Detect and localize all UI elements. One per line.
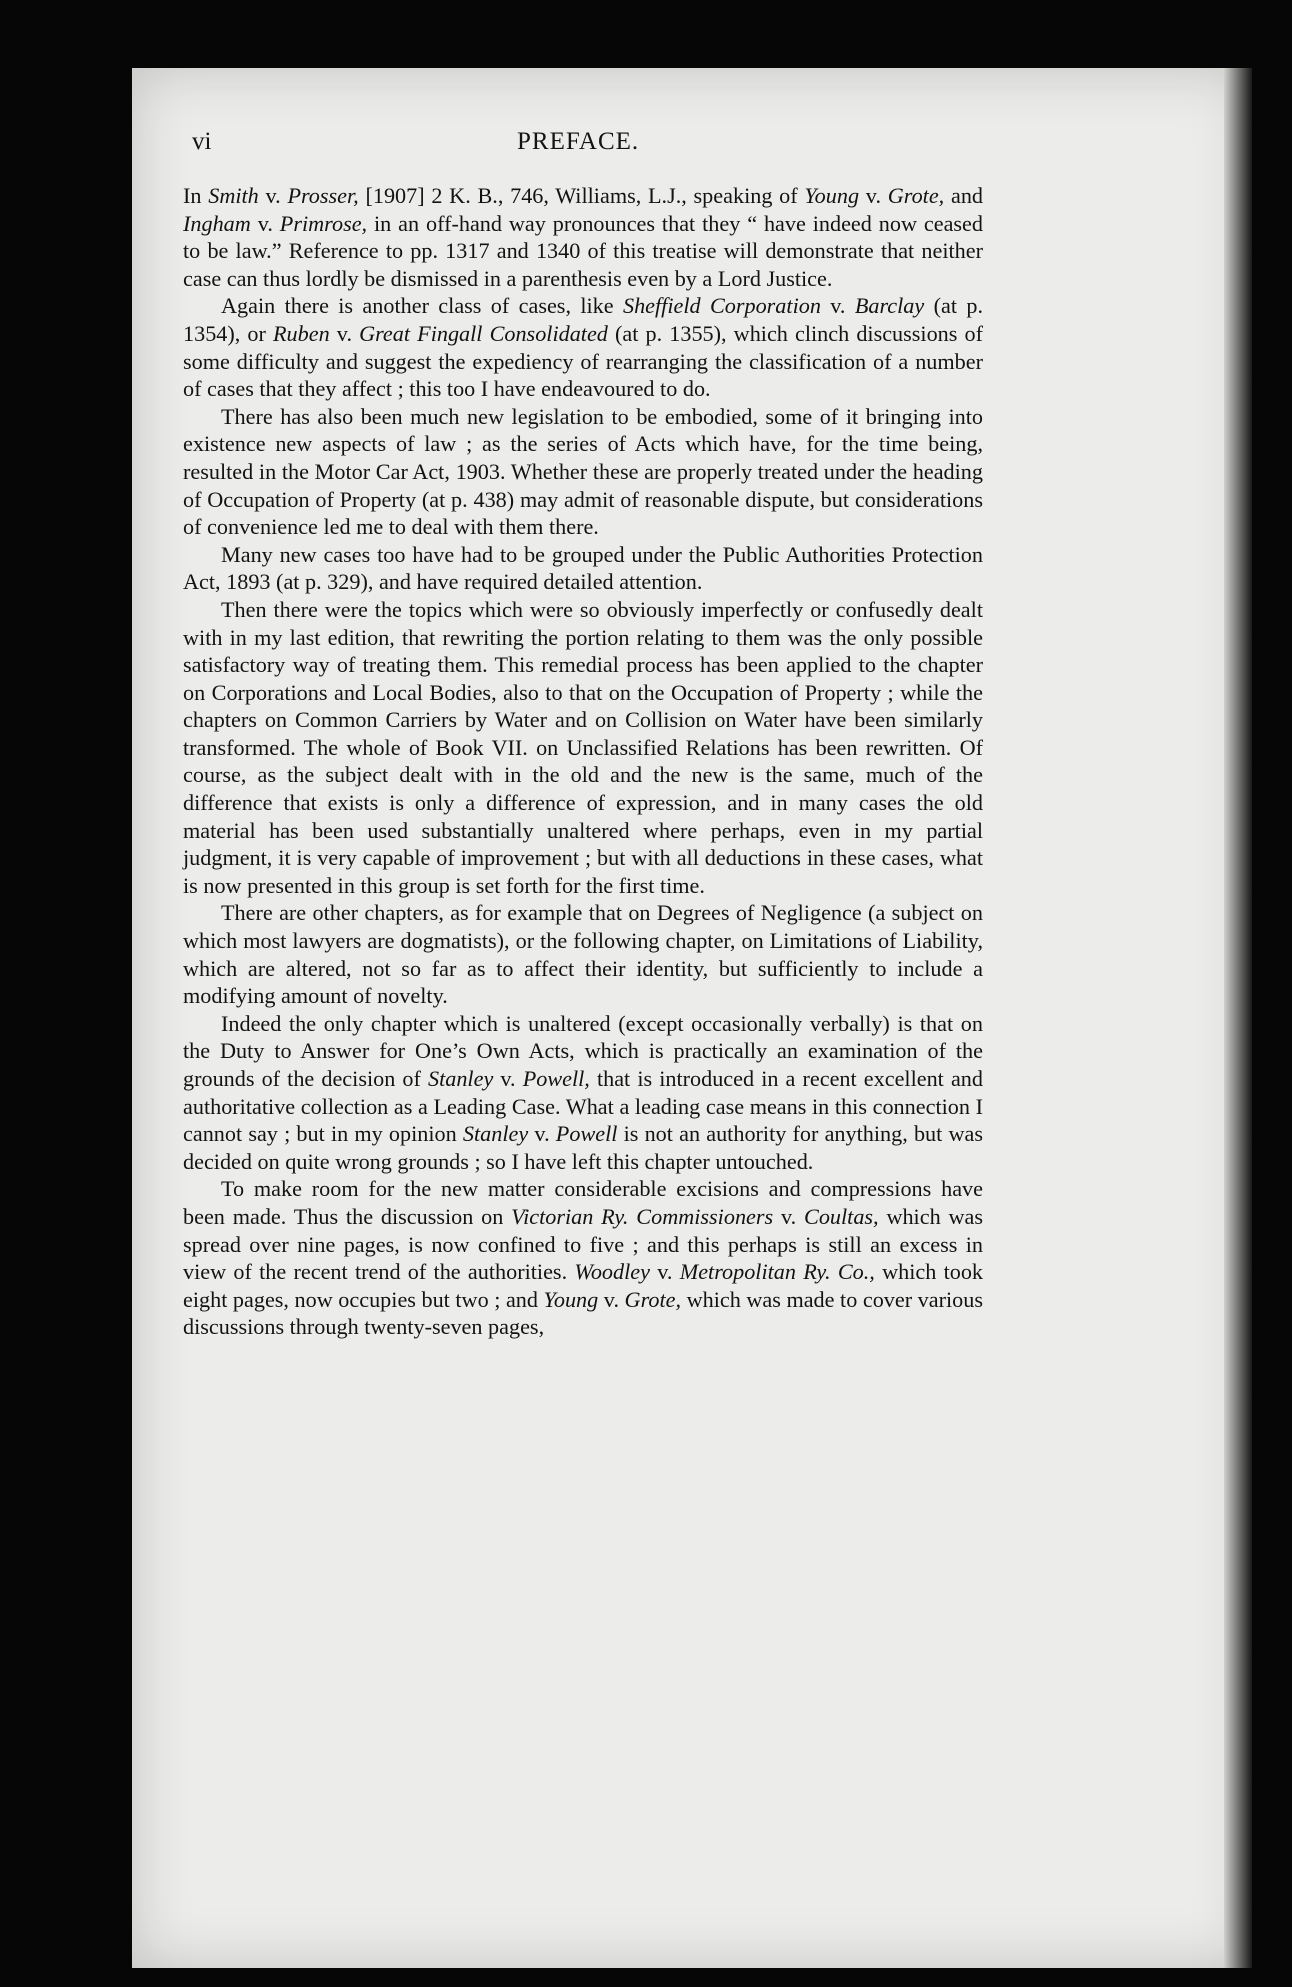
paragraph xyxy=(183,899,983,1009)
case-name: Stanley xyxy=(427,1066,494,1091)
text-run: and xyxy=(944,183,984,208)
case-name: Young xyxy=(804,183,860,208)
text-run: Indeed the only chapter which is unaltered (except occasionally verbally) is that on the Duty to Answer for One’s Own Acts, which is practically an examination of the grounds of the decision of xyxy=(183,1010,983,1091)
paragraph xyxy=(183,292,983,402)
case-name: Powell xyxy=(555,1121,618,1147)
case-name: Grote, xyxy=(624,1286,682,1312)
page-edge-shadow xyxy=(1224,68,1252,1968)
text-run: is not an authority for anything, but was decided on quite wrong grounds ; so I have left this chapter untouched. xyxy=(183,1121,983,1174)
paragraph xyxy=(183,541,983,596)
text-run: There are other chapters, as for example that on Degrees of Negligence (a subject on which most lawyers are dogmatists), or the following chapter, on Limitations of Liability, which are altered, not so far as to affect their identity, but sufficiently to include a modifying amount of novelty. xyxy=(183,900,983,1009)
text-run: Again there is another class of cases, like xyxy=(221,293,623,319)
text-run: that is introduced in a recent excellent and authoritative collection as a Leading Case. What a leading case means in this connection I cannot say ; but in my opinion xyxy=(183,1066,983,1147)
case-name: Coultas, xyxy=(804,1203,879,1229)
text-run: In xyxy=(183,183,209,208)
paragraph xyxy=(183,596,983,900)
text-run: v. xyxy=(329,320,360,346)
text-run: v. xyxy=(258,183,288,208)
text-run: v. xyxy=(820,293,855,319)
text-run: To make room for the new matter considerable excisions and compressions have been made. Thus the discussion on xyxy=(183,1176,983,1229)
case-name: Sheffield Corporation xyxy=(622,293,821,319)
text-run: [1907] 2 K. B., 746, Williams, L.J., speaking of xyxy=(358,183,805,208)
text-run: Many new cases too have had to be grouped under the Public Authorities Protection Act, 1893 (at p. 329), and have required detailed attention. xyxy=(183,541,983,595)
case-name: Metropolitan Ry. Co., xyxy=(679,1259,875,1285)
running-head: PREFACE. xyxy=(517,128,640,155)
text-run: (at p. 1354), or xyxy=(183,293,983,346)
text-run: There has also been much new legislation to be embodied, some of it bringing into existence new aspects of law ; as the series of Acts which have, for the time being, resulted in the Motor Car Act, 1903. Whether these are properly treated under the heading of Occupation of Property (at p. 438) may admit of reasonable dispute, but considerations of convenience led me to deal with them there. xyxy=(183,403,983,540)
case-name: Prosser, xyxy=(287,183,359,208)
text-run: v. xyxy=(528,1121,556,1147)
text-run: v. xyxy=(859,183,888,208)
preface-body-text xyxy=(183,182,983,1341)
text-run: which was spread over nine pages, is now confined to five ; and this perhaps is still an excess in view of the recent trend of the authorities. xyxy=(183,1203,983,1285)
paragraph xyxy=(183,403,983,541)
case-name: Primrose, xyxy=(279,210,368,236)
case-name: Ingham xyxy=(183,210,251,236)
text-run: which took eight pages, now occupies but two ; and xyxy=(183,1259,984,1312)
text-run: v. xyxy=(649,1259,680,1285)
text-run: v. xyxy=(250,210,280,236)
case-name: Woodley xyxy=(574,1259,650,1285)
text-run: v. xyxy=(598,1286,625,1312)
case-name: Grote, xyxy=(887,183,945,208)
text-run: v. xyxy=(493,1066,523,1091)
text-run: (at p. 1355), which clinch discussions of some difficulty and suggest the expediency of rearranging the classification of a number of cases that they affect ; this too I have endeavoured to do. xyxy=(183,320,983,402)
page-number: vi xyxy=(192,128,212,155)
case-name: Powell, xyxy=(522,1066,590,1091)
text-run: v. xyxy=(773,1203,805,1229)
case-name: Young xyxy=(543,1286,599,1312)
text-run: in an off-hand way pronounces that they “ have indeed now ceased to be law.” Reference to pp. 1317 and 1340 of this treatise will demonstrate that neither case can thus lordly be dismissed in a parenthesis even by a Lord Justice. xyxy=(183,210,983,291)
paragraph xyxy=(183,182,983,292)
text-run: Then there were the topics which were so obviously imperfectly or confusedly dealt with in my last edition, that rewriting the portion relating to them was the only possible satisfactory way of treating them. This remedial process has been applied to the chapter on Corporations and Local Bodies, also to that on the Occupation of Property ; while the chapters on Common Carriers by Water and on Collision on Water have been similarly transformed. The whole of Book VII. on Unclassified Relations has been rewritten. Of course, as the subject dealt with in the old and the new is the same, much of the difference that exists is only a difference of expression, and in many cases the old material has been used substantially unaltered where perhaps, even in my partial judgment, it is very capable of improvement ; but with all deductions in these cases, what is now presented in this group is set forth for the first time. xyxy=(183,596,983,898)
case-name: Great Fingall Consolidated xyxy=(359,320,608,346)
case-name: Smith xyxy=(208,183,259,208)
paragraph xyxy=(183,1175,983,1341)
case-name: Victorian Ry. Commissioners xyxy=(511,1203,774,1229)
paragraph xyxy=(183,1010,983,1176)
case-name: Ruben xyxy=(273,320,330,346)
text-run: which was made to cover various discussions through twenty-seven pages, xyxy=(183,1286,983,1340)
case-name: Stanley xyxy=(462,1121,529,1147)
case-name: Barclay xyxy=(854,293,925,319)
